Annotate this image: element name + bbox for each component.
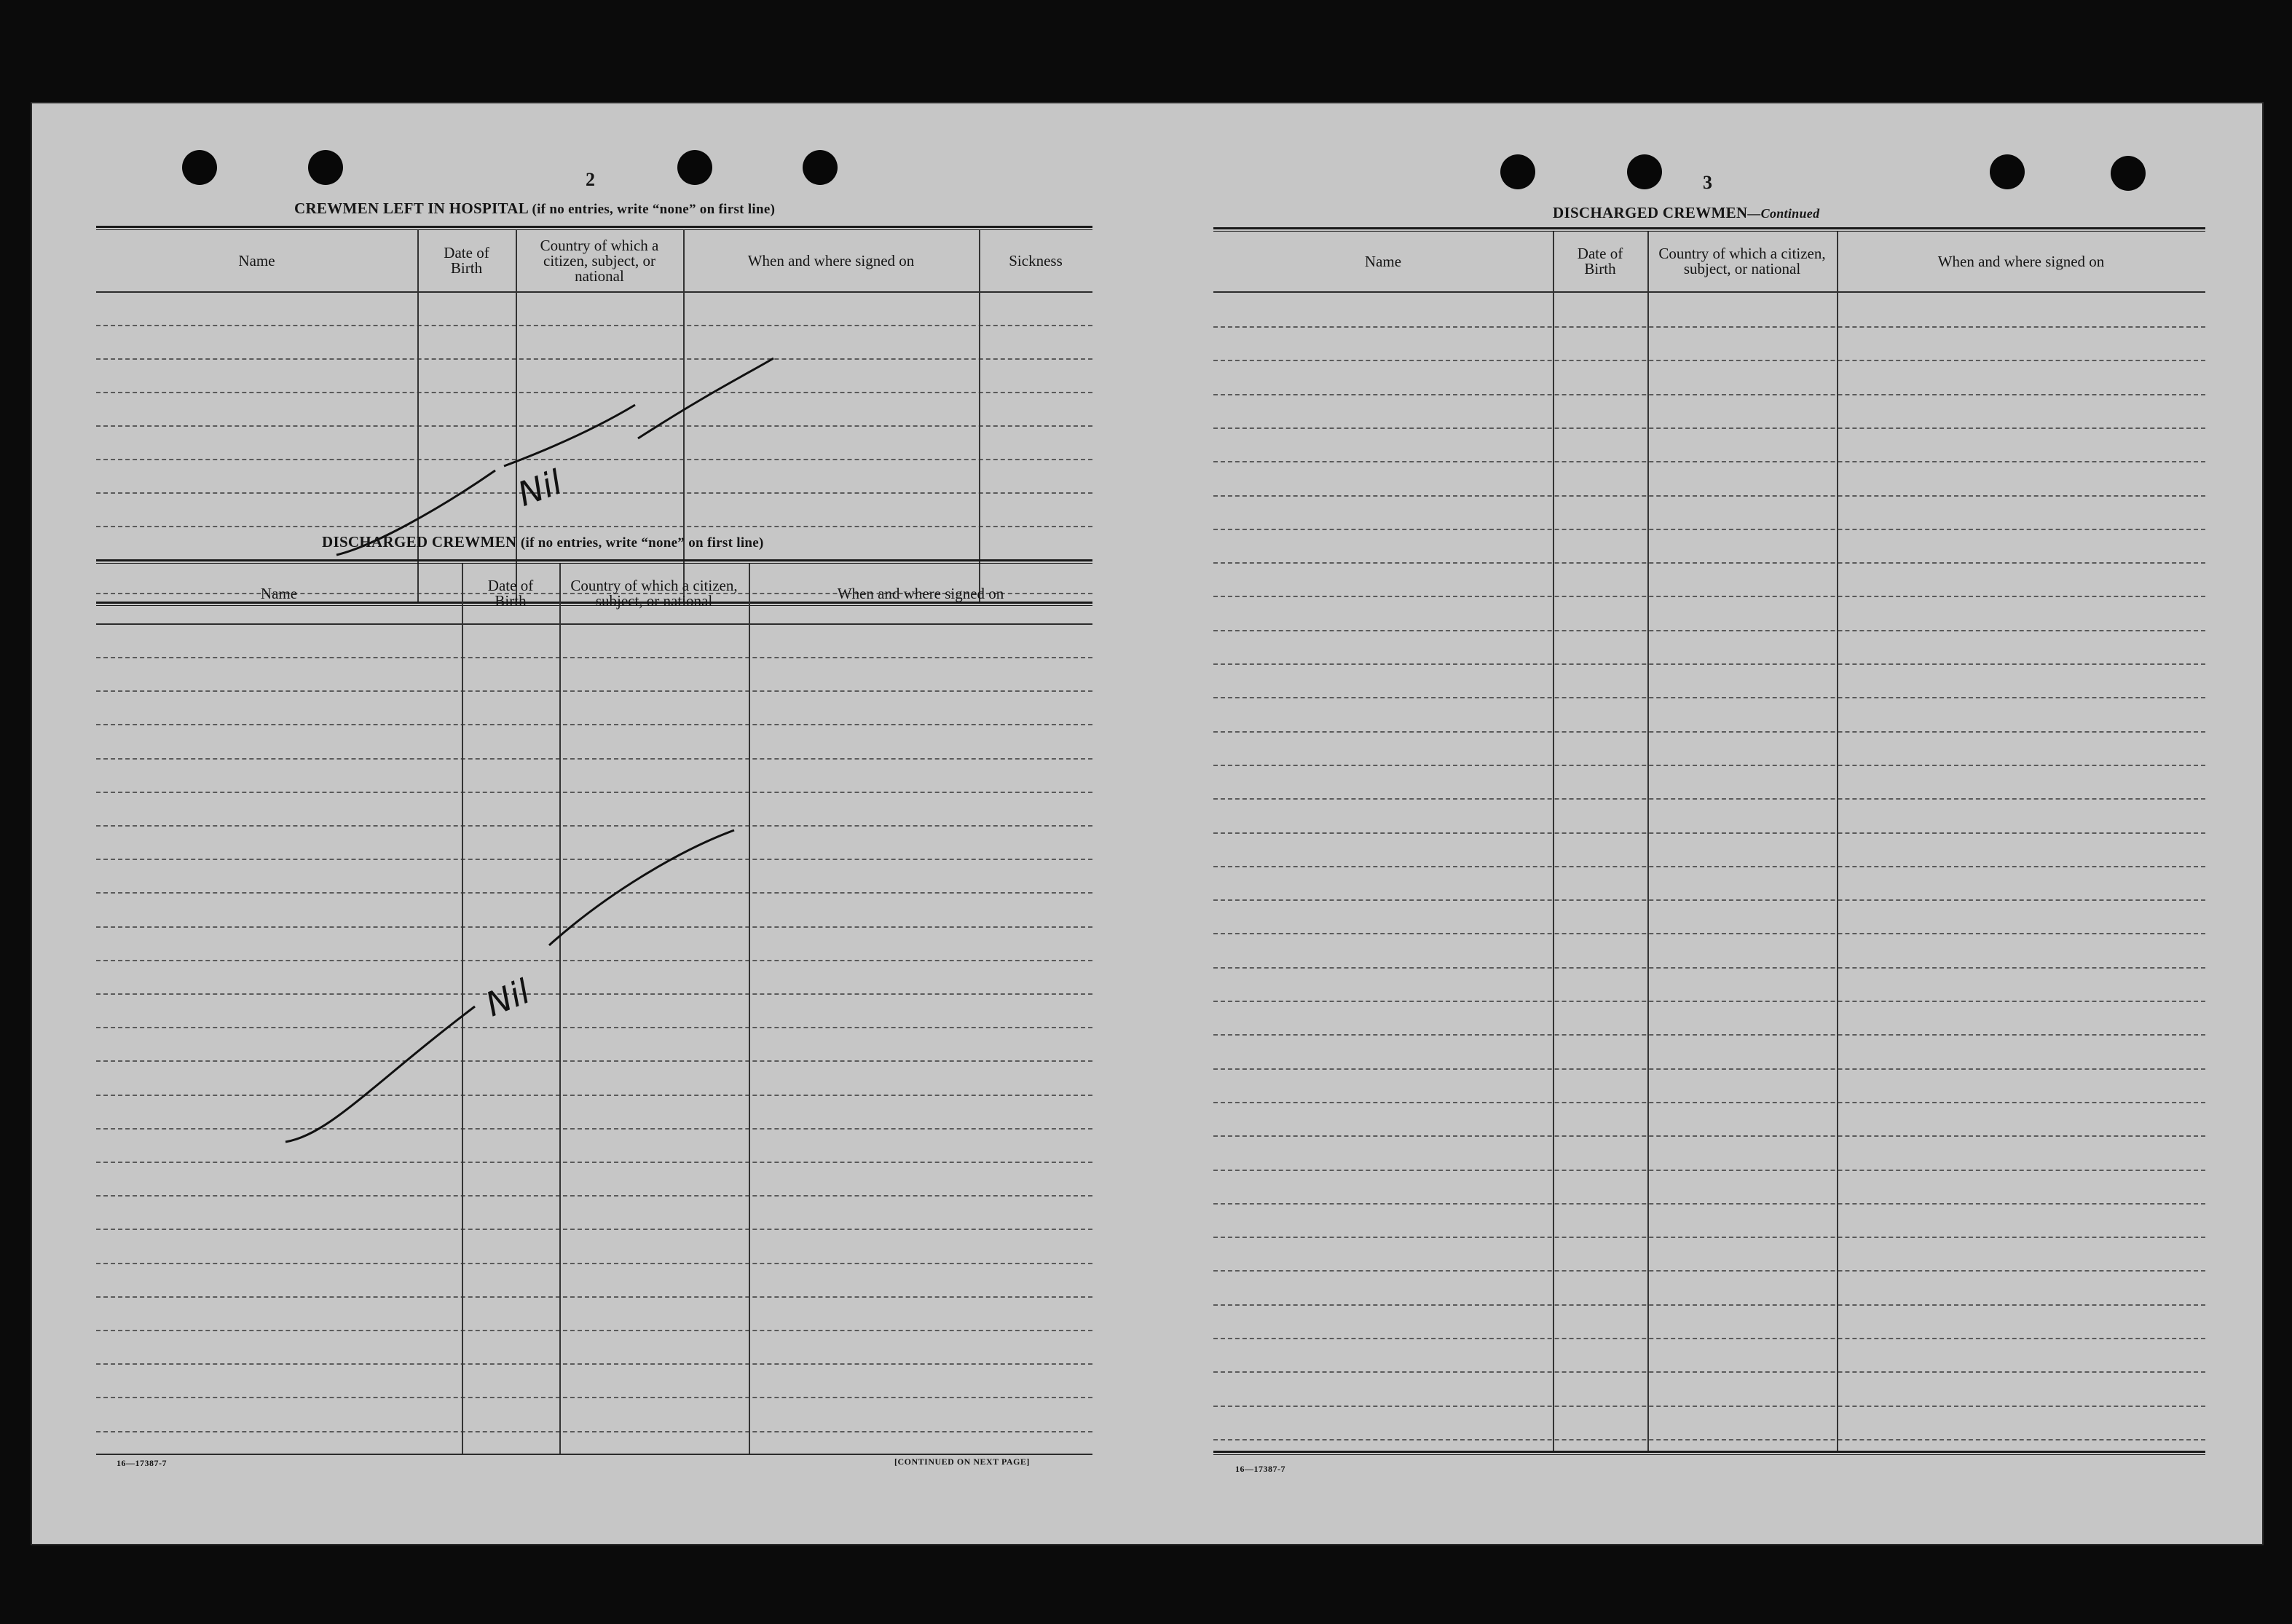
form-number-right: 16—17387-7: [1235, 1464, 1285, 1474]
punch-hole: [1500, 154, 1535, 189]
header-sickness: Sickness: [1009, 251, 1063, 269]
ruled-line: [1213, 1304, 2205, 1306]
ruled-line: [1213, 1102, 2205, 1103]
ruled-line: [1213, 832, 2205, 834]
column-divider: [1647, 232, 1649, 1451]
ruled-line: [1213, 461, 2205, 462]
header-name: Name: [260, 584, 298, 602]
header-signed-on: When and where signed on: [1937, 252, 2105, 270]
continued-suffix: —Continued: [1747, 206, 1820, 221]
discharged-instruction: (if no entries, write “none” on first line): [520, 535, 764, 551]
handwritten-nil-text: Nil: [480, 971, 536, 1025]
discharged-table-right: [1213, 227, 2205, 1465]
header-signed-on: When and where signed on: [837, 584, 1004, 602]
handwritten-nil-text: Nil: [512, 462, 567, 514]
ruled-line: [1213, 1237, 2205, 1238]
punch-hole: [182, 150, 217, 185]
header-date-of-birth: Date of Birth: [444, 244, 489, 277]
ruled-line: [1213, 1371, 2205, 1373]
discharged-section-title: [322, 533, 764, 551]
column-divider: [1553, 232, 1554, 1451]
header-date-of-birth: Date of Birth: [487, 577, 534, 610]
punch-hole: [677, 150, 712, 185]
header-signed-on: When and where signed on: [747, 251, 915, 269]
discharged-continued-title-text: DISCHARGED CREWMEN: [1553, 204, 1748, 221]
discharged-table-left: [96, 559, 1092, 1558]
hospital-section-title: [294, 200, 775, 218]
document-sheet: [31, 102, 2264, 1545]
ruled-line: [1213, 596, 2205, 597]
form-number-left: 16—17387-7: [117, 1458, 167, 1468]
header-name: Name: [1364, 252, 1402, 270]
ruled-line: [1213, 1270, 2205, 1272]
ruled-line: [1213, 1203, 2205, 1205]
ruled-line: [1213, 495, 2205, 497]
ruled-line: [1213, 731, 2205, 733]
ruled-line: [1213, 529, 2205, 530]
discharged-title-text: DISCHARGED CREWMEN: [322, 533, 517, 551]
punch-hole: [308, 150, 343, 185]
ruled-line: [1213, 967, 2205, 969]
ruled-line: [1213, 1001, 2205, 1002]
ruled-line: [1213, 1406, 2205, 1407]
ruled-line: [1213, 394, 2205, 395]
header-bottom-rule: [1213, 291, 2205, 293]
punch-hole: [1627, 154, 1662, 189]
hospital-instruction: (if no entries, write “none” on first line): [532, 202, 776, 217]
ruled-line: [1213, 630, 2205, 631]
ruled-line: [1213, 798, 2205, 800]
page-number-left: 2: [586, 169, 595, 190]
header-country: Country of which a citizen, subject, or national: [1658, 245, 1826, 277]
header-country: Country of which a citizen, subject, or national: [570, 577, 738, 610]
table-bottom-rule: [1213, 1451, 2205, 1455]
punch-hole: [1990, 154, 2025, 189]
ruled-line: [1213, 326, 2205, 328]
header-date-of-birth: Date of Birth: [1577, 245, 1623, 277]
ruled-line: [1213, 360, 2205, 361]
discharged-continued-title: [1553, 204, 1819, 222]
page-number-right: 3: [1703, 172, 1712, 193]
ruled-line: [1213, 1170, 2205, 1171]
header-name: Name: [238, 251, 275, 269]
punch-hole: [2111, 156, 2146, 191]
handwritten-nil-annotation: [96, 226, 1092, 612]
column-divider: [1837, 232, 1838, 1451]
ruled-line: [1213, 866, 2205, 867]
ruled-line: [1213, 933, 2205, 934]
ruled-line: [1213, 1034, 2205, 1036]
ruled-line: [1213, 765, 2205, 766]
ruled-line: [1213, 1338, 2205, 1339]
ruled-line: [1213, 562, 2205, 564]
ruled-line: [1213, 1068, 2205, 1070]
handwritten-nil-annotation: [96, 559, 1092, 1558]
ruled-line: [1213, 1135, 2205, 1137]
ruled-line: [1213, 697, 2205, 698]
ruled-line: [1213, 427, 2205, 429]
continued-note: [CONTINUED ON NEXT PAGE]: [894, 1457, 1030, 1467]
punch-hole: [803, 150, 838, 185]
ruled-line: [1213, 663, 2205, 665]
ruled-line: [1213, 899, 2205, 901]
hospital-table: [96, 226, 1092, 612]
hospital-title-text: CREWMEN LEFT IN HOSPITAL: [294, 200, 528, 217]
header-country: Country of which a citizen, subject, or national: [540, 236, 659, 285]
ruled-line: [1213, 1439, 2205, 1440]
